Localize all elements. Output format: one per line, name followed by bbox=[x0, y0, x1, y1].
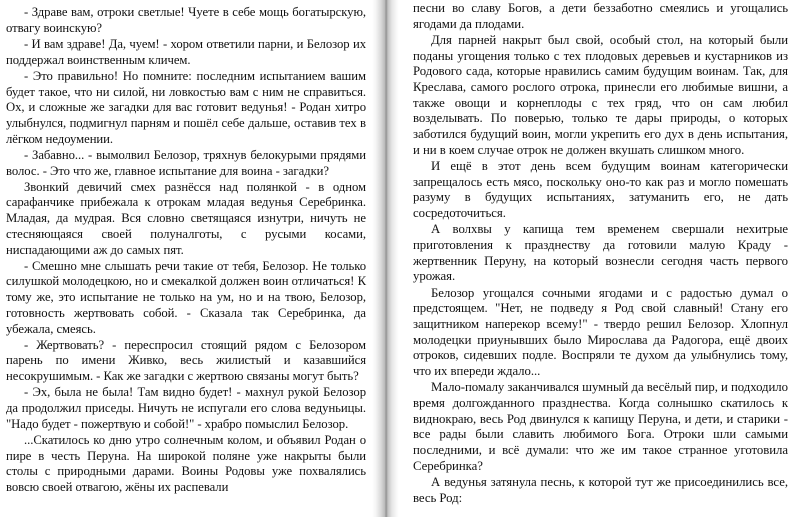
right-paragraph-5: Мало-помалу заканчивался шумный да весёлый пир, и подходило время долгожданного празднества. Когда солнышко скатилось к виднокраю, весь Род двинулся к капищу Перуна, и дети, и старики - все рады были славить любимого Бога. Отроки шли самыми последними, и всё думали: что же им такое странное уготовила Серебринка? bbox=[413, 380, 788, 473]
left-paragraph-6: - Смешно мне слышать речи такие от тебя, Белозор. Не только силушкой молодецкою, но и смекалкой должен воин отличаться! К тому же, это испытание не только на ум, но и на твою, Белозор, готовность жертвовать собой. - Сказала так Серебринка, да убежала, смеясь. bbox=[6, 258, 366, 336]
left-page bbox=[0, 0, 372, 517]
right-paragraph-1: Для парней накрыт был свой, особый стол, на который были поданы угощения только с тех плодовых деревьев и кустарников из Родового сада, которые нравились самим будущим воинам. Так, для Креслава, самого рослого отрока, принесли его любимые вишни, а также овощи и корнеплоды с тех гряд, что он сам любил возделывать. По поверью, только те дары природы, о которых заботился будущий воин, могли укрепить его дух в день испытания, и ни в коем случае отрок не должен вкушать слишком много. bbox=[413, 32, 788, 157]
right-paragraph-2: И ещё в этот день всем будущим воинам категорически запрещалось есть мясо, поскольку оно-то как раз и могло помешать разуму в будущих испытаниях, затуманить его, не дать сосредоточиться. bbox=[413, 159, 788, 221]
left-paragraph-7: - Жертвовать? - переспросил стоящий рядом с Белозором парень по имени Живко, весь жилистый и казавшийся несокрушимым. - Как же загадки с жертвою связаны могут быть? bbox=[6, 337, 366, 384]
page-gutter-divider bbox=[372, 0, 399, 517]
left-paragraph-1: - Здраве вам, отроки светлые! Чуете в себе мощь богатырскую, отвагу воинскую? bbox=[6, 5, 366, 35]
right-page bbox=[399, 0, 800, 517]
left-paragraph-2: - И вам здраве! Да, чуем! - хором ответили парни, и Белозор их поддержал воинственным кличем. bbox=[6, 36, 366, 67]
right-paragraph-6: А ведунья затянула песнь, к которой тут же присоединились все, весь Род: bbox=[413, 475, 788, 505]
left-paragraph-8: - Эх, была не была! Там видно будет! - махнул рукой Белозор да продолжил приседы. Ничуть не испугали его слова ведуньицы. "Надо будет - пожертвую и собой!" - храбро помыслил Белозор. bbox=[6, 385, 366, 431]
left-paragraph-4: - Забавно... - вымолвил Белозор, тряхнув белокурыми прядями волос. - Это что же, главное испытание для воина - загадки? bbox=[6, 147, 366, 178]
left-paragraph-3: - Это правильно! Но помните: последним испытанием вашим будет такое, что ни силой, ни ловкостью вам с ним не справиться. Ох, и сложные же загадки для вас готовит ведунья! - Родан хитро улыбнулся, подмигнул парням и пошёл себе дальше, оставив тех в лёгком недоумении. bbox=[6, 68, 366, 146]
right-paragraph-4: Белозор угощался сочными ягодами и с радостью думал о предстоящем. "Нет, не подведу я Род свой славный! Стану его защитником наперекор всему!" - твердо решил Белозор. Хлопнул молодецки приунывших было Мирослава да Радогора, ещё двоих отроков, сидевших подле. Воспряли те духом да улыбнулись тому, что их впереди ждало... bbox=[413, 285, 788, 379]
right-paragraph-3: А волхвы у капища тем временем свершали нехитрые приготовления к празднеству да готовили малую Краду - жертвенник Перуну, на который вознесли сегодня часть первого урожая. bbox=[413, 222, 788, 284]
left-paragraph-9: ...Скатилось ко дню утро солнечным колом, и объявил Родан о пире в честь Перуна. На широкой поляне уже накрыты были столы с природными дарами. Воины Родовы уже похвалялись вовсю своей отвагою, жёны их распевали bbox=[6, 432, 366, 495]
left-paragraph-5: Звонкий девичий смех разнёсся над полянкой - в одном сарафанчике прибежала к отрокам младая ведунья Серебринка. Младая, да мудрая. Вся словно светящаяся изнутри, ничуть не стесняющаяся своей полуналготы, с русыми косами, ниспадающими аж до самых пят. bbox=[6, 179, 366, 257]
right-continuation-paragraph: песни во славу Богов, а дети беззаботно смеялись и угощались ягодами да плодами. bbox=[413, 1, 788, 31]
